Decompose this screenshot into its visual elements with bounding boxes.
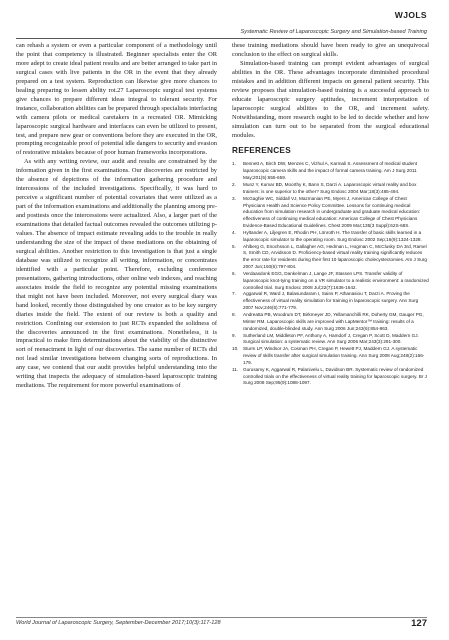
reference-item bbox=[232, 244, 429, 271]
reference-text: Gurusamy K, Aggarwal R, Palanivelu L, Davidson BR. Systematic review of randomized controlled trials on the effectiveness of virtual reality training for laparoscopic surgery. Br J Surg 2008 Sep;95(9):1088-1097. bbox=[243, 366, 427, 386]
reference-text: Verdaasdonk EGG, Dankelman J, Lange JF, Stassen LPS. Transfer validity of laparoscopic knot-tying training on a VR simulator to a realistic environment: a randomized controlled trial. Surg Endosc 2008 Jul;22(7):1636-1642. bbox=[243, 270, 429, 290]
reference-number: 3. bbox=[232, 195, 236, 201]
reference-number: 4. bbox=[232, 229, 236, 235]
reference-item bbox=[232, 333, 429, 347]
right-column bbox=[232, 42, 429, 387]
reference-number: 5. bbox=[232, 243, 236, 249]
reference-item bbox=[232, 271, 429, 292]
reference-item bbox=[232, 346, 429, 367]
reference-text: Aggarwal R, Ward J, Balasundaram I, Sains P, Athanasiou T, Darzi A. Proving the effectiveness of virtual reality simulation for training in laparoscopic surgery. Ann Surg 2007 Nov;246(5):771-779. bbox=[243, 291, 419, 311]
reference-number: 8. bbox=[232, 312, 236, 317]
reference-item bbox=[232, 367, 429, 388]
page-number: 127 bbox=[411, 618, 427, 629]
body-paragraph: these training mediations should have been ready to give an unequivocal conclusion to the effect on surgical skills. bbox=[232, 42, 429, 58]
body-paragraph: As with any writing review, our audit and results are constrained by the information given in the first examinations. Our discoveries are restricted by the absence of depictions of the information gathering procedure and intercessions of the included investigations. Specifically, it was hard to perceive a significant number of potential covariates that were utilized as a part of the information examinations and additionally the planning among pre-and posttests once the intercessions were actualized. Also, a larger part of the examinations that detailed factual outcomes revealed the outcomes utilizing p-values. The absence of impact estimate revealing adds to the trouble in really understanding the size of the impact of these mediations on the obtaining of surgical abilities. Another restriction to this investigation is that just a single database was utilized to recognize all writing, information, or concentrates identified with a particular point. Therefore, excluding conference presentations, gathering introductions, other online web indexes, and reaching associates inside the field to recognize any potential missing examinations that might not have been included. Moreover, not every surgical diary was hand looked, recently those distinguished by one creator as to be key surgery diaries inside the field. The extent of our review is both a quality and restriction. Confining our extension to just RCTs expanded the solidness of the discoveries announced in the first examinations. Nonetheless, it is impractical to make firm determinations about the viability of the distinctive sort of reenactment in light of our discoveries. The same number of RCTs did not lead similar investigations between changing sorts of reproductions. In any case, we contend that our audit provides helpful understanding into the writing that inspects the adequacy of simulation-based laparoscopic training mediations. The requirement for more powerful examinations of bbox=[16, 158, 217, 390]
reference-item bbox=[232, 291, 429, 312]
header-divider bbox=[16, 38, 427, 39]
reference-text: Sutherland LM, Middleton PF, Anthony A, Hamdorf J, Cregan P, Scott D, Maddern GJ. Surgical simulation: a systematic review. Ann Surg 2006 Mar;243(3):291-300. bbox=[243, 332, 419, 345]
reference-item bbox=[232, 161, 429, 182]
left-column bbox=[16, 42, 217, 391]
footer-divider bbox=[16, 617, 427, 618]
journal-abbrev: WJOLS bbox=[394, 10, 427, 20]
body-paragraph: can rehash a system or even a particular component of a methodology until the point that competency is illustrated. Beginner specialists enter the OR more adept to create ideal patient results and are better arranged to take part in surgical cases with live patients in the OR in the event that they already prepared on a test system. Reproduction can likewise give more chances to healing preparing to lessen ability rot.27 Laparoscopic surgical test systems give chances to prepare different ideas integral to tolerant security. For instance, collaboration abilities can be prepared through specialists interfacing with camera pilots or medical caretakers in a recreated OR. Mimicking laparoscopic surgical hardware and interfaces can even be utilized to present, test, and prepare new gear or conventions before they are executed in the OR, prompting recognizable proof of potential idle dangers to security and evasion of restorative mistakes because of poor human frameworks incorporations. bbox=[16, 42, 217, 157]
reference-text: Andreatta PB, Woodrum DT, Birkmeyer JD, Yellamanchilli RK, Doherty GM, Gauger PG, Minter RM. Laparoscopic skills are improved with LapMentor™ training: results of a randomized, double-blinded study. Ann Surg 2006 Jun;243(6):854-863. bbox=[243, 312, 424, 331]
running-title: Systematic Review of Laparoscopic Surgery and Simulation-based Training bbox=[240, 29, 427, 35]
reference-number: 1. bbox=[232, 161, 236, 167]
reference-number: 6. bbox=[232, 270, 236, 276]
reference-text: Bennett A, Birch DW, Menzes C, Vizhul A, Karmali S. Assessment of medical student laparoscopic camera skills and the impact of formal camera training. Am J Surg 2011 May;201(5):655-659. bbox=[243, 161, 418, 181]
reference-text: Munz Y, Kumar BD, Moorthy K, Bann S, Darzi A. Laparoscopic virtual reality and box trainers: is one superior to the other? Surg Endosc 2004 Mar;18(3):485-494. bbox=[243, 181, 417, 194]
references-heading: REFERENCES bbox=[232, 146, 291, 156]
reference-number: 9. bbox=[232, 332, 236, 338]
reference-item bbox=[232, 312, 429, 333]
reference-number: 10. bbox=[232, 346, 239, 352]
reference-text: Sturm LP, Windsor JA, Cosman PH, Cregan P, Hewett PJ, Maddern GJ. A systematic review of skills transfer after surgical simulation training. Ann Surg 2008 Aug;248(2):166-179. bbox=[243, 346, 425, 365]
references-list bbox=[232, 161, 429, 387]
body-paragraph: Simulation-based training can prompt evident advantages of surgical abilities in the OR. These advantages incorporate diminished procedural mistakes and in addition different impacts on general patient security. This review proposes that simulation-based training is a successful approach to educate laparoscopic surgery aptitudes, increment interpretation of laparoscopic surgical abilities to the OR, and increment safety. Notwithstanding, more research ought to be led to decide whether and how simulation can turn out to be separated from the surgical educational modules. bbox=[232, 59, 429, 139]
footer-journal-citation: World Journal of Laparoscopic Surgery, September-December 2017;10(3):117-128 bbox=[16, 620, 221, 626]
reference-number: 2. bbox=[232, 181, 236, 187]
reference-text: Hyltander A, Liljegren E, Rhodin PH, Lönroth H. The transfer of basic skills learned in a laparoscopic simulator to the operating room. Surg Endosc 2002 Sep;16(9):1324-1328. bbox=[243, 229, 422, 242]
reference-text: Ahlberg G, Enochsson L, Gallagher AG, Hedman L, Hogman C, McClusky DA 3rd, Ramel S, Smith CD, Arvidsson D. Proficiency-based virtual reality training significantly reduces the error rate for residents during their first 10 laparoscopic cholecystectomies. Am J Surg 2007 Jun;193(6):797-804. bbox=[243, 243, 427, 270]
reference-number: 7. bbox=[232, 291, 236, 297]
reference-item bbox=[232, 230, 429, 244]
reference-number: 11. bbox=[232, 366, 239, 372]
reference-text: McGaghie WC, Siddall VJ, Mazmanian PE, Myers J, American College of Chest Physicians Health and Science Policy Committee. Lessons for continuing medical education from simulation research in undergraduate and graduate medical education: effectiveness of continuing medical education: American College of Chest Physicians Evidence-Based Educational Guidelines. Chest 2009 Mar;135(3 Suppl):62S-68S. bbox=[243, 195, 421, 229]
reference-item bbox=[232, 196, 429, 230]
reference-item bbox=[232, 182, 429, 196]
